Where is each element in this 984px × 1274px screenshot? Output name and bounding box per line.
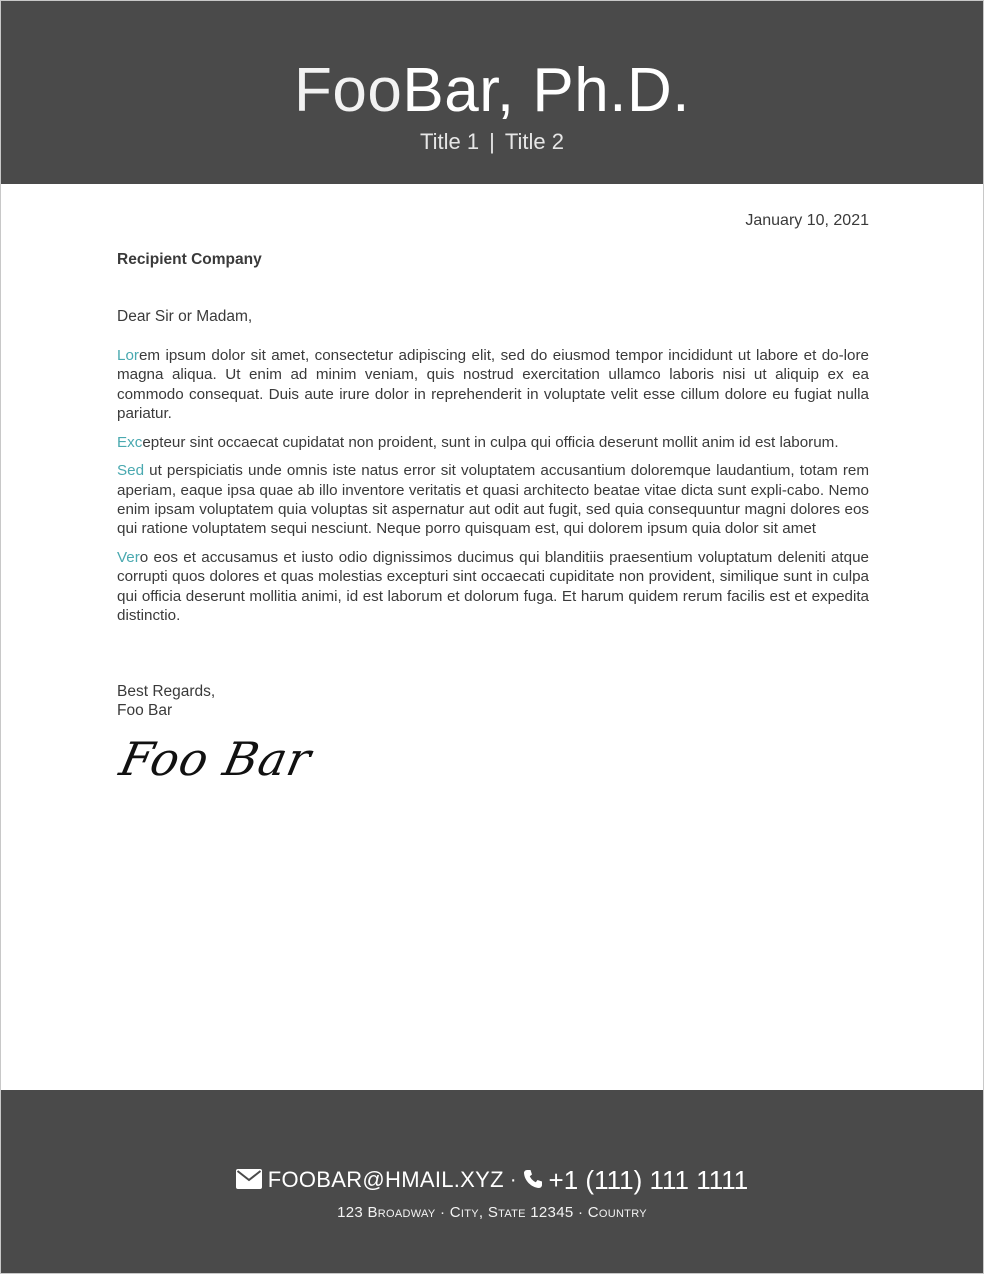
- paragraph-lead: Exc: [117, 433, 143, 451]
- phone-icon: [523, 1164, 543, 1196]
- paragraph-lead: Lor: [117, 347, 139, 364]
- paragraph-lead: Ver: [117, 549, 140, 567]
- email-link[interactable]: FOOBAR@HMAIL.XYZ: [267, 1167, 504, 1192]
- envelope-icon: [236, 1164, 262, 1196]
- paragraph-text: ut perspiciatis unde omnis iste natus error sit voluptatem accusantium doloremque laudantium, totam rem aperiam, eaque ipsa quae ab illo inventore veritatis et quasi architecto beatae vitae dicta sunt expli-cabo. Nemo enim ipsam voluptatem quia voluptas sit aspernatur aut odit aut fugit, sed quia consequuntur magni dolores eos qui ratione voluptatem sequi nesciunt. Neque porro quisquam est, qui dolorem ipsum quia dolor sit amet: [117, 462, 869, 538]
- author-name: [1, 55, 983, 127]
- paragraph-2: [117, 433, 869, 452]
- letter-footer: [1, 1090, 983, 1273]
- closing-block: [117, 682, 215, 721]
- salutation: Dear Sir or Madam,: [117, 308, 253, 325]
- letter-body: [117, 346, 869, 635]
- author-last-name: Bar, Ph.D.: [402, 56, 690, 125]
- paragraph-4: [117, 548, 869, 625]
- closing-phrase: Best Regards,: [117, 683, 216, 700]
- paragraph-text: epteur sint occaecat cupidatat non proident, sunt in culpa qui officia deserunt mollit anim id est laborum.: [142, 433, 839, 451]
- contact-separator: ·: [509, 1169, 517, 1191]
- author-titles: [1, 128, 983, 156]
- author-first-name: Foo: [294, 56, 403, 125]
- title-separator: |: [489, 129, 495, 154]
- title-1: Title 1: [420, 129, 480, 154]
- phone-number[interactable]: +1 (111) 111 1111: [548, 1165, 749, 1195]
- paragraph-text: o eos et accusamus et iusto odio dignissimos ducimus qui blanditiis praesentium voluptatum deleniti atque corrupti quos dolores et quas molestias excepturi sint occaecati cupiditate non provident, similique sunt in culpa qui officia deserunt mollitia animi, id est laborum et dolorum fuga. Et harum quidem rerum facilis est et expedita distinctio.: [117, 549, 869, 625]
- postal-address: 123 Broadway · City, State 12345 · Country: [337, 1204, 647, 1221]
- handwritten-signature: Foo Bar: [115, 732, 317, 786]
- paragraph-lead: Sed: [117, 462, 145, 480]
- title-2: Title 2: [504, 129, 564, 154]
- recipient-company: Recipient Company: [117, 251, 262, 268]
- paragraph-1: [117, 346, 869, 423]
- letterhead: [1, 1, 983, 184]
- paragraph-text: em ipsum dolor sit amet, consectetur adipiscing elit, sed do eiusmod tempor incididunt ut labore et do-lore magna aliqua. Ut enim ad minim veniam, quis nostrud exercitation ullamco laboris nisi ut aliquip ex ea commodo consequat. Duis aute irure dolor in reprehenderit in voluptate velit esse cillum dolore eu fugiat nulla pariatur.: [117, 347, 869, 422]
- sender-name: Foo Bar: [117, 702, 173, 720]
- letter-date: January 10, 2021: [745, 212, 869, 229]
- contact-line: [1, 1164, 983, 1196]
- paragraph-3: [117, 461, 869, 538]
